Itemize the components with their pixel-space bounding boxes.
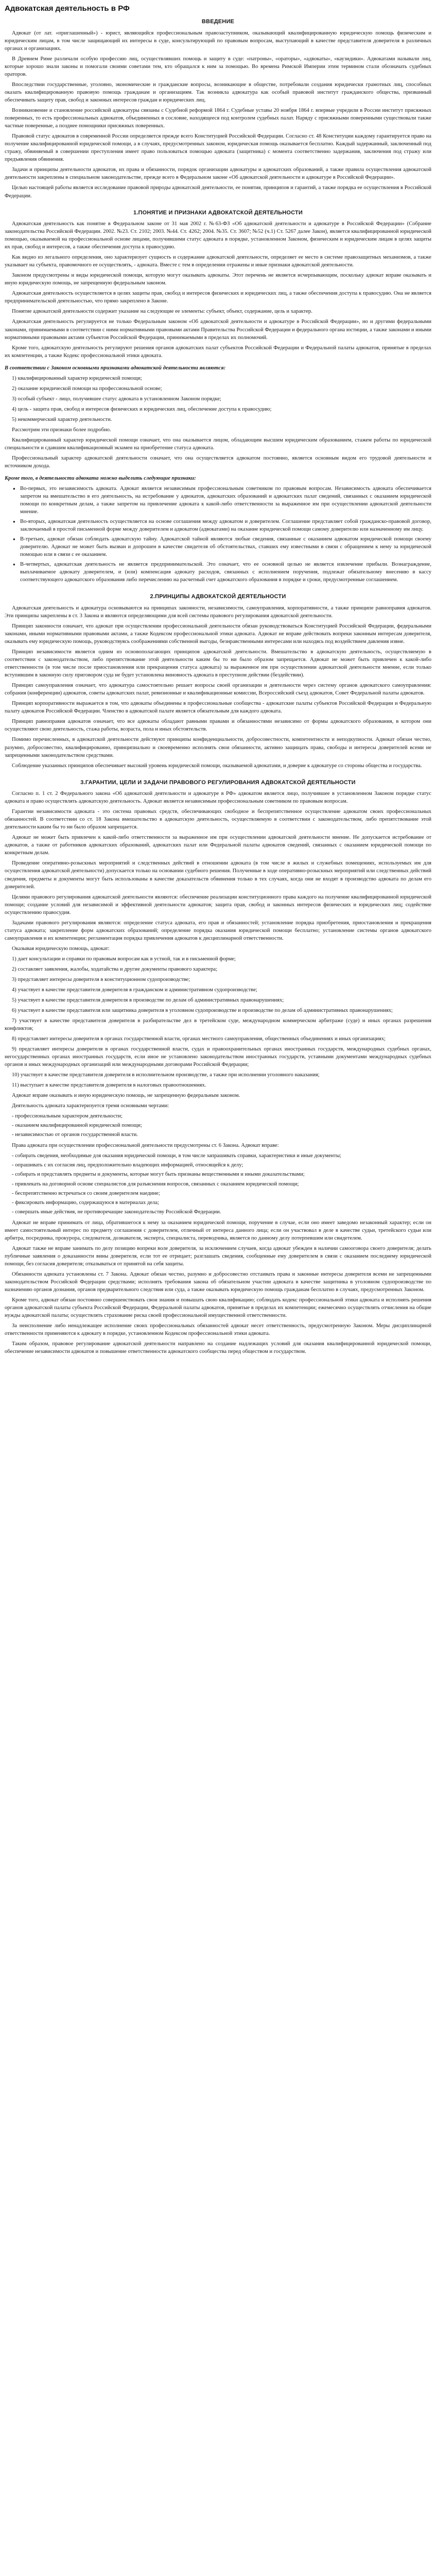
- paragraph: 5) некоммерческий характер деятельности.: [12, 416, 112, 422]
- section-heading: ВВЕДЕНИЕ: [201, 19, 235, 25]
- bullet-list: [5, 485, 431, 584]
- list-item: - собирать и представлять предметы и документы, которые могут быть признаны вещественными и иными доказательствами;: [12, 1171, 431, 1178]
- paragraph: Правовой статус адвокатов в современной России определяется прежде всего Конституцией Российской Федерации. Согласно ст. 48 Конституции каждому гарантируется право на получение квалифицированной юридической помощи, а в случаях, предусмотренных законом, юридическая помощь оказывается бесплатно. Каждый задержанный, заключенный под стражу, обвиняемый в совершении преступления имеет право пользоваться помощью адвоката (защитника) с момента соответственно задержания, заключения под стражу или предъявления обвинения.: [5, 133, 431, 163]
- paragraph: Профессиональный характер адвокатской деятельности означает, что она осуществляется адвокатом постоянно, является основным видом его трудовой деятельности и источником дохода.: [5, 455, 431, 469]
- list-item: - оказанием квалифицированной юридической помощи;: [12, 1122, 431, 1129]
- list-item: - фиксировать информацию, содержащуюся в материалах дела;: [12, 1199, 431, 1207]
- section-heading: 1.ПОНЯТИЕ И ПРИЗНАКИ АДВОКАТСКОЙ ДЕЯТЕЛЬНОСТИ: [133, 209, 303, 216]
- paragraph: Адвокатская деятельность регулируется не только Федеральным законом «Об адвокатской деятельности и адвокатуре в Российской Федерации», но и другими федеральными законами, принимаемыми в соответствии с ними нормативными правовыми актами Правительства Российской Федерации и федерального органа юстиции, а также законами и иными нормативными правовыми актами субъектов Российской Федерации, принимаемыми в пределах их полномочий.: [5, 319, 431, 341]
- list-item: - профессиональным характером деятельности;: [12, 1112, 431, 1120]
- paragraph: 2) оказание юридической помощи на профессиональной основе;: [12, 385, 162, 392]
- section: [5, 18, 431, 199]
- paragraph: Принцип корпоративности выражается в том, что адвокаты объединены в профессиональные сообщества - адвокатские палаты субъектов Российской Федерации и Федеральную палату адвокатов Российской Федерации. Членство в адвокатской палате является обязательным для каждого адвоката.: [5, 701, 431, 715]
- document-body: [5, 18, 431, 1355]
- paragraph: Обязанности адвоката установлены ст. 7 Закона. Адвокат обязан честно, разумно и добросовестно отстаивать права и законные интересы доверителя всеми не запрещенными законодательством Российской Федерации средствами; исполнять требования закона об обязательном участии адвоката в качестве защитника в уголовном судопроизводстве по назначению органов дознания, органов предварительного следствия или суда, а также оказывать юридическую помощь гражданам бесплатно в случаях, предусмотренных Законом.: [5, 1271, 431, 1293]
- paragraph: 5) участвует в качестве представителя доверителя в производстве по делам об административных правонарушениях;: [12, 997, 284, 1003]
- list-item: - привлекать на договорной основе специалистов для разъяснения вопросов, связанных с оказанием юридической помощи;: [12, 1180, 431, 1188]
- paragraph: Принцип равноправия адвокатов означает, что все адвокаты обладают равными правами и обязанностями независимо от формы адвокатского образования, в котором они осуществляют свою деятельность, стажа работы, возраста, пола и иных обстоятельств.: [5, 719, 431, 733]
- paragraph: Как видно из легального определения, оно характеризует сущность и содержание адвокатской деятельности, определяет ее место в системе правозащитных механизмов, а также указывает на субъекта, правомочного ее осуществлять, - адвоката. Вместе с тем в определении отражены и иные признаки адвокатской деятельности.: [5, 255, 431, 268]
- dash-list: [5, 1152, 431, 1215]
- subheading: Кроме того, в деятельности адвоката можно выделить следующие признаки:: [5, 475, 196, 481]
- paragraph: 1) квалифицированный характер юридической помощи;: [12, 375, 142, 381]
- paragraph: Принцип независимости является одним из основополагающих принципов адвокатской деятельности. Вмешательство в адвокатскую деятельность, осуществляемую в соответствии с законодательством, либо препятствование этой деятельности каким бы то ни было образом запрещается. Адвокат не может быть привлечен к какой-либо ответственности (в том числе после приостановления или прекращения статуса адвоката) за выраженное им при осуществлении адвокатской деятельности мнение, если только вступившим в законную силу приговором суда не будет установлена виновность адвоката в преступном действии (бездействии).: [5, 649, 431, 679]
- section-heading: 2.ПРИНЦИПЫ АДВОКАТСКОЙ ДЕЯТЕЛЬНОСТИ: [150, 594, 286, 600]
- paragraph: 7) участвует в качестве представителя доверителя в разбирательстве дел в третейском суде, международном коммерческом арбитраже (суде) и иных органах разрешения конфликтов;: [5, 1018, 431, 1032]
- paragraph: 11) выступает в качестве представителя доверителя в налоговых правоотношениях.: [12, 1082, 206, 1089]
- paragraph: 3) представляет интересы доверителя в конституционном судопроизводстве;: [12, 976, 190, 982]
- paragraph: Соблюдение указанных принципов обеспечивает высокий уровень юридической помощи, оказываемой адвокатами, и доверие к адвокатуре со стороны общества и государства.: [12, 762, 422, 769]
- paragraph: Адвокат вправе оказывать и иную юридическую помощь, не запрещенную федеральным законом.: [12, 1093, 240, 1099]
- paragraph: Принцип самоуправления означает, что адвокатура самостоятельно решает вопросы своей организации и деятельности через систему органов адвокатского самоуправления: собрания (конференции) адвокатов, советы адвокатских палат, ревизионные и квалификационные комиссии, Всероссийский съезд адвокатов, Совет Федеральной палаты адвокатов.: [5, 683, 431, 697]
- list-item: ● Во-первых, это независимость адвоката. Адвокат является независимым профессиональным советником по правовым вопросам. Независимость адвоката обеспечивается запретом на вмешательство в его деятельность, на истребование у адвокатов, адвокатских образований и адвокатских палат сведений, связанных с оказанием юридической помощи по конкретным делам, а также запретом на привлечение адвоката к какой-либо ответственности за выраженное им при осуществлении адвокатской деятельности мнение.: [20, 485, 431, 516]
- paragraph: Задачи и принципы деятельности адвокатов, их права и обязанности, порядок организации адвокатуры и адвокатских образований, а также правила осуществления адвокатской деятельности закреплены в специальном законодательстве, прежде всего в Федеральном законе «Об адвокатской деятельности и адвокатуре в Российской Федерации».: [5, 167, 431, 181]
- list-item: - совершать иные действия, не противоречащие законодательству Российской Федерации.: [12, 1208, 431, 1216]
- paragraph: 9) представляет интересы доверителя в органах государственной власти, судах и правоохранительных органах иностранных государств, международных судебных органах, негосударственных органах иностранных государств, если иное не установлено законодательством иностранных государств, уставными документами международных судебных органов и иных международных организаций или международными договорами Российской Федерации;: [5, 1046, 431, 1068]
- document-title: Адвокатская деятельность в РФ: [5, 4, 130, 13]
- paragraph: 8) представляет интересы доверителя в органах государственной власти, органах местного самоуправления, общественных объединениях и иных организациях;: [12, 1036, 386, 1042]
- paragraph: Принцип законности означает, что адвокат при осуществлении профессиональной деятельности обязан руководствоваться Конституцией Российской Федерации, федеральными законами, иными нормативными правовыми актами, а также Кодексом профессиональной этики адвоката. Адвокат не вправе действовать вопреки законным интересам доверителя, оказывать ему юридическую помощь, руководствуясь соображениями собственной выгоды, безнравственными интересами или находясь под воздействием давления извне.: [5, 623, 431, 645]
- paragraph: Целью настоящей работы является исследование правовой природы адвокатской деятельности, ее понятия, принципов и гарантий, а также порядка ее осуществления в Российской Федерации.: [5, 185, 431, 199]
- section: [5, 593, 431, 769]
- section: [5, 209, 431, 584]
- list-item: - независимостью от органов государственной власти.: [12, 1131, 431, 1139]
- paragraph: Адвокат не может быть привлечен к какой-либо ответственности за выраженное им при осуществлении адвокатской деятельности мнение. Не допускается истребование от адвокатов, а также от работников адвокатских образований, адвокатских палат или Федеральной палаты адвокатов сведений, связанных с оказанием юридической помощи по конкретным делам.: [5, 835, 431, 856]
- paragraph: Задачами правового регулирования являются: определение статуса адвоката, его прав и обязанностей; установление порядка приобретения, приостановления и прекращения статуса адвоката; закрепление форм адвокатских образований; определение порядка оказания юридической помощи бесплатно; установление системы органов адвокатского самоуправления и их компетенции; регламентация порядка привлечения адвокатов к дисциплинарной ответственности.: [5, 920, 431, 941]
- dash-list: [5, 1112, 431, 1139]
- list-item: - опрашивать с их согласия лиц, предположительно владеющих информацией, относящейся к делу;: [12, 1161, 431, 1169]
- paragraph: Кроме того, адвокатскую деятельность регулируют решения органов адвокатских палат субъектов Российской Федерации и Федеральной палаты адвокатов, принятые в пределах их компетенции, а также Кодекс профессиональной этики адвоката.: [5, 345, 431, 359]
- paragraph: Адвокатская деятельность осуществляется в целях защиты прав, свобод и интересов физических и юридических лиц, а также обеспечения доступа к правосудию. Она не является предпринимательской деятельностью, что прямо закреплено в Законе.: [5, 291, 431, 304]
- paragraph: Целями правового регулирования адвокатской деятельности являются: обеспечение реализации конституционного права каждого на получение квалифицированной юридической помощи; создание условий для независимой и эффективной деятельности адвокатов; защита прав, свобод и законных интересов физических и юридических лиц; содействие осуществлению правосудия.: [5, 894, 431, 916]
- paragraph: 1) дает консультации и справки по правовым вопросам как в устной, так и в письменной форме;: [12, 956, 236, 962]
- paragraph: За неисполнение либо ненадлежащее исполнение своих профессиональных обязанностей адвокат несет ответственность, предусмотренную Законом. Меры дисциплинарной ответственности применяются к адвокату в порядке, установленном Кодексом профессиональной этики адвоката.: [5, 1323, 431, 1337]
- paragraph: Помимо перечисленных, в адвокатской деятельности действуют принципы конфиденциальности, добросовестности, компетентности и неподкупности. Адвокат обязан честно, разумно, добросовестно, квалифицированно, принципиально и своевременно исполнять свои обязанности, активно защищать права, свободы и интересы доверителей всеми не запрещенными законодательством средствами.: [5, 737, 431, 758]
- paragraph: Понятие адвокатской деятельности содержит указание на следующие ее элементы: субъект, объект, содержание, цель и характер.: [12, 309, 312, 315]
- paragraph: Возникновение и становление российской адвокатуры связаны с Судебной реформой 1864 г. Судебные уставы 20 ноября 1864 г. впервые учредили в России институт присяжных поверенных, то есть профессиональных адвокатов, объединенных в сословие, находящееся под контролем судебных палат. Наряду с присяжными поверенными существовали также частные поверенные, а позднее помощники присяжных поверенных.: [5, 108, 431, 129]
- paragraph: Рассмотрим эти признаки более подробно.: [12, 427, 111, 433]
- paragraph: Адвокат также не вправе занимать по делу позицию вопреки воле доверителя, за исключением случаев, когда адвокат убежден в наличии самооговора своего доверителя; делать публичные заявления о доказанности вины доверителя, если тот ее отрицает; разглашать сведения, сообщенные ему доверителем в связи с оказанием последнему юридической помощи, без согласия доверителя; отказываться от принятой на себя защиты.: [5, 1245, 431, 1267]
- paragraph: 4) участвует в качестве представителя доверителя в гражданском и административном судопроизводстве;: [12, 987, 257, 993]
- paragraph: Адвокат не вправе принимать от лица, обратившегося к нему за оказанием юридической помощи, поручение в случае, если оно имеет заведомо незаконный характер; если он имеет самостоятельный интерес по предмету соглашения с доверителем, отличный от интереса данного лица; если он участвовал в деле в качестве судьи, третейского судьи или арбитра, посредника, прокурора, следователя, дознавателя, эксперта, специалиста, переводчика, является по данному делу потерпевшим или свидетелем.: [5, 1219, 431, 1241]
- paragraph: Гарантии независимости адвоката - это система правовых средств, обеспечивающих свободное и беспрепятственное осуществление адвокатом своих профессиональных обязанностей. В соответствии со ст. 18 Закона вмешательство в адвокатскую деятельность, осуществляемую в соответствии с законодательством, либо препятствование этой деятельности каким бы то ни было образом запрещается.: [5, 809, 431, 831]
- list-item: ● Во-вторых, адвокатская деятельность осуществляется на основе соглашения между адвокатом и доверителем. Соглашение представляет собой гражданско-правовой договор, заключаемый в простой письменной форме между доверителем и адвокатом (адвокатами) на оказание юридической помощи самому доверителю или назначенному им лицу.: [20, 518, 431, 533]
- section: [5, 779, 431, 1356]
- paragraph: Впоследствии государственные, уголовно, экономические и гражданские вопросы, возникающие в обществе, потребовали создания юридически грамотных лиц, способных оказать квалифицированную правовую помощь гражданам и организациям. Так возникла адвокатура как особый правовой институт гражданского общества, призванный обеспечивать защиту прав, свобод и законных интересов граждан и юридических лиц.: [5, 82, 431, 104]
- paragraph: Законом предусмотрены и виды юридической помощи, которую могут оказывать адвокаты. Этот перечень не является исчерпывающим, поскольку адвокат вправе оказывать и иную юридическую помощь, не запрещенную федеральным законом.: [5, 273, 431, 286]
- list-item: ● В-четвертых, адвокатская деятельность не является предпринимательской. Это означает, что ее основной целью не является извлечение прибыли. Вознаграждение, выплачиваемое адвокату доверителем, и (или) компенсация адвокату расходов, связанных с исполнением поручения, подлежат обязательному внесению в кассу соответствующего адвокатского образования либо перечислению на расчетный счет адвокатского образования в порядке и сроки, предусмотренные соглашением.: [20, 561, 431, 584]
- subheading: В соответствии с Законом основными признаками адвокатской деятельности являются:: [5, 365, 226, 371]
- section-heading: 3.ГАРАНТИИ, ЦЕЛИ И ЗАДАЧИ ПРАВОВОГО РЕГУЛИРОВАНИЯ АДВОКАТСКОЙ ДЕЯТЕЛЬНОСТИ: [80, 779, 356, 786]
- paragraph: 3) особый субъект - лицо, получившее статус адвоката в установленном Законом порядке;: [12, 396, 221, 402]
- paragraph: Деятельность адвоката характеризуется тремя основными чертами:: [12, 1103, 169, 1109]
- list-item: - беспрепятственно встречаться со своим доверителем наедине;: [12, 1190, 431, 1197]
- paragraph: 10) участвует в качестве представителя доверителя в исполнительном производстве, а также при исполнении уголовного наказания;: [12, 1072, 320, 1078]
- paragraph: Проведение оперативно-розыскных мероприятий и следственных действий в отношении адвоката (в том числе в жилых и служебных помещениях, используемых им для осуществления адвокатской деятельности) допускается только на основании судебного решения. Полученные в ходе оперативно-розыскных мероприятий или следственных действий сведения, предметы и документы могут быть использованы в качестве доказательств обвинения только в тех случаях, когда они не входят в производство адвоката по делам его доверителей.: [5, 860, 431, 890]
- paragraph: Квалифицированный характер юридической помощи означает, что она оказывается лицом, обладающим высшим юридическим образованием, стажем работы по юридической специальности и сдавшим квалификационный экзамен на приобретение статуса адвоката.: [5, 437, 431, 451]
- paragraph: Адвокат (от лат. «приглашенный») - юрист, являющийся профессиональным правозаступником, оказывающий квалифицированную юридическую помощь физическим и юридическим лицам, в том числе защищающий их интересы в суде, консультирующий по правовым вопросам, выступающий в качестве представителя доверителя в различных органах и организациях.: [5, 30, 431, 52]
- paragraph: Кроме того, адвокат обязан постоянно совершенствовать свои знания и повышать свою квалификацию; соблюдать кодекс профессиональной этики адвоката и исполнять решения органов адвокатской палаты субъекта Российской Федерации, Федеральной палаты адвокатов, принятые в пределах их компетенции; ежемесячно осуществлять отчисления на общие нужды адвокатской палаты; осуществлять страхование риска своей профессиональной имущественной ответственности.: [5, 1297, 431, 1318]
- paragraph: 4) цель - защита прав, свобод и интересов физических и юридических лиц, обеспечение доступа к правосудию;: [12, 406, 272, 412]
- paragraph: Таким образом, правовое регулирование адвокатской деятельности направлено на создание надлежащих условий для оказания квалифицированной юридической помощи, обеспечение независимости адвокатов и повышение ответственности адвокатского сообщества перед обществом и государством.: [5, 1341, 431, 1355]
- list-item: ● В-третьих, адвокат обязан соблюдать адвокатскую тайну. Адвокатской тайной являются любые сведения, связанные с оказанием адвокатом юридической помощи своему доверителю. Адвокат не может быть вызван и допрошен в качестве свидетеля об обстоятельствах, ставших ему известными в связи с обращением к нему за юридической помощью или в связи с ее оказанием.: [20, 535, 431, 558]
- paragraph: 2) составляет заявления, жалобы, ходатайства и другие документы правового характера;: [12, 966, 218, 972]
- paragraph: В Древнем Риме различали особую профессию лиц, осуществлявших помощь и защиту в суде: «патроны», «ораторы», «адвокаты», «каузидики». Адвокатами называли лиц, которые хорошо знали законы и помогали своими советами тем, кто обращался к ним за помощью. Во времена Римской Империи этим термином стали обозначать судебных ораторов.: [5, 56, 431, 78]
- paragraph: Оказывая юридическую помощь, адвокат:: [12, 945, 110, 952]
- paragraph: Права адвоката при осуществлении профессиональной деятельности предусмотрены ст. 6 Закона. Адвокат вправе:: [12, 1143, 279, 1149]
- paragraph: Согласно п. 1 ст. 2 Федерального закона «Об адвокатской деятельности и адвокатуре в РФ» адвокатом является лицо, получившее в установленном Законом порядке статус адвоката и право осуществлять адвокатскую деятельность. Адвокат является независимым профессиональным советником по правовым вопросам.: [5, 791, 431, 805]
- paragraph: Адвокатская деятельность как понятие в Федеральном законе от 31 мая 2002 г. №63-ФЗ «Об адвокатской деятельности и адвокатуре в Российской Федерации» (Собрание законодательства Российской Федерации. 2002. №23. Ст. 2102; 2003. №44. Ст. 4262; 2004. №35. Ст. 3607; №52 (ч.1) Ст. 5267 далее Закон), является квалифицированной юридической помощью, оказываемой на профессиональной основе лицами, получившими статус адвоката в порядке, установленном Законом, физическим и юридическим лицам в целях защиты их прав, свобод и интересов, а также обеспечения доступа к правосудию.: [5, 221, 431, 250]
- list-item: - собирать сведения, необходимые для оказания юридической помощи, в том числе запрашивать справки, характеристики и иные документы;: [12, 1152, 431, 1160]
- paragraph: Адвокатская деятельность и адвокатура основываются на принципах законности, независимости, самоуправления, корпоративности, а также принципе равноправия адвокатов. Эти принципы закреплены в ст. 3 Закона и являются определяющими для всей системы правового регулирования адвокатской деятельности.: [5, 605, 431, 619]
- paragraph: 6) участвует в качестве представителя или защитника доверителя в уголовном судопроизводстве и производстве по делам об административных правонарушениях;: [12, 1007, 393, 1013]
